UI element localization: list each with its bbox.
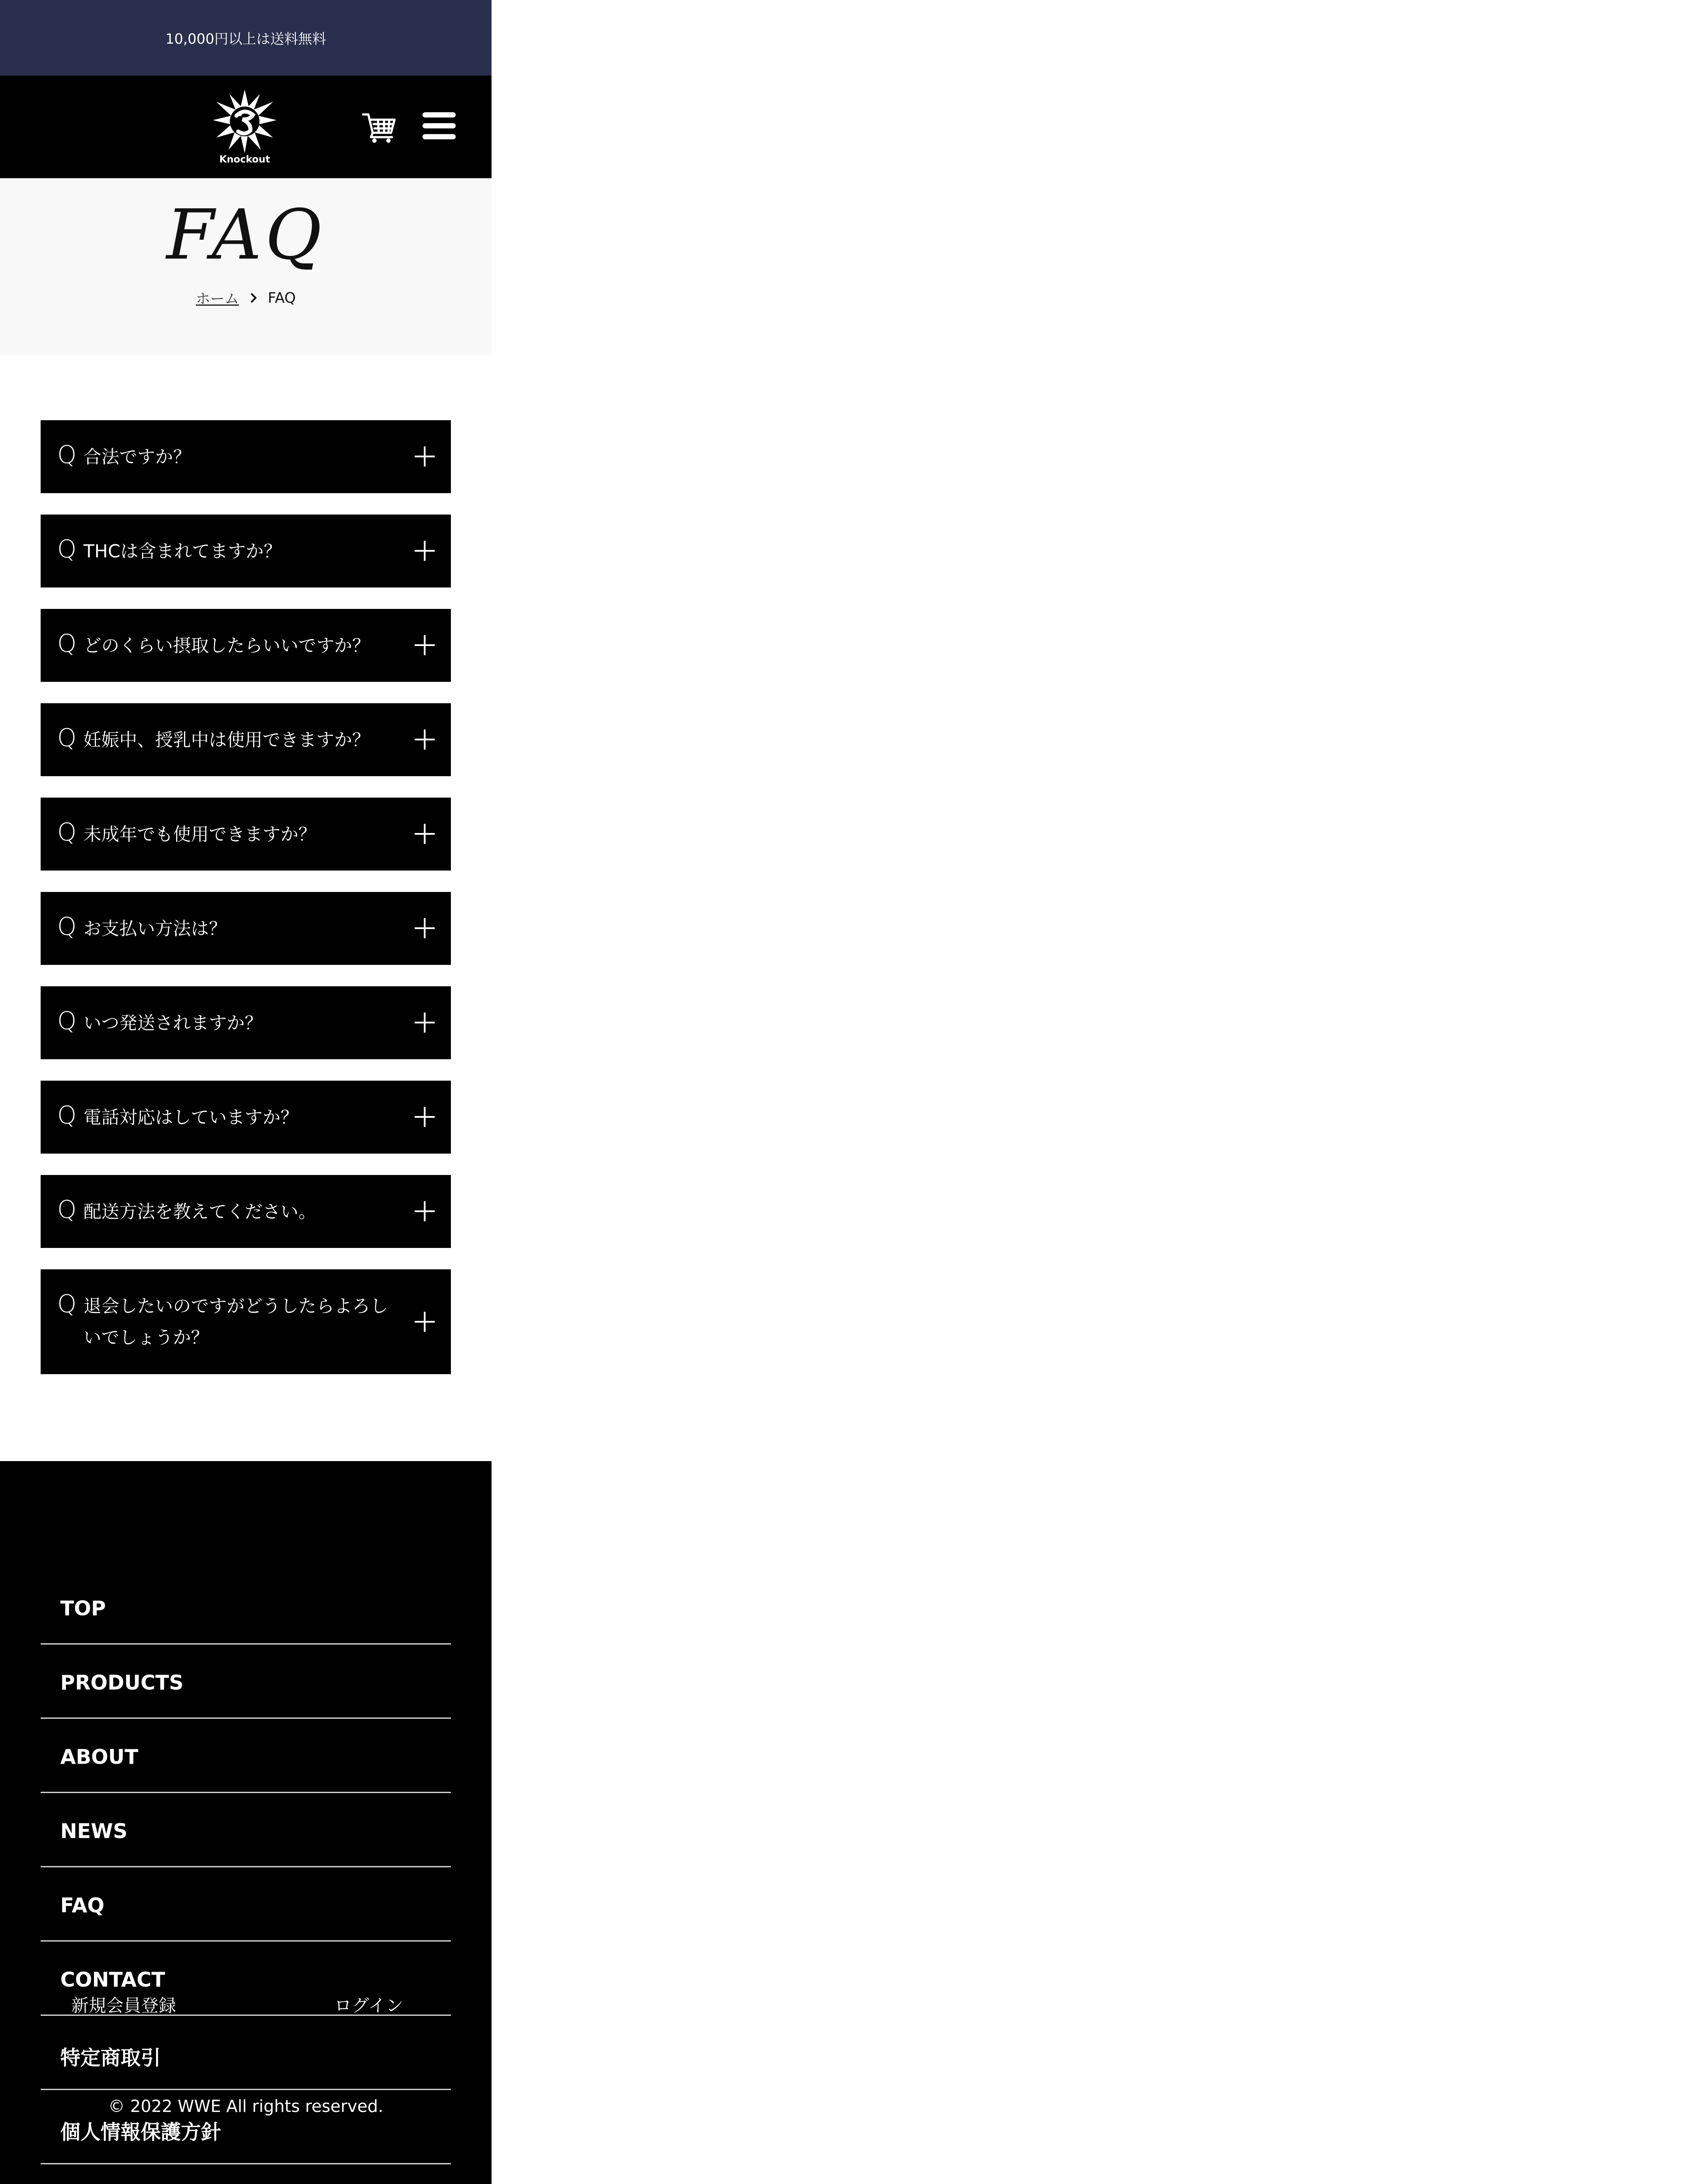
faq-question: お支払い方法は？: [83, 918, 227, 939]
plus-icon: [414, 634, 436, 656]
faq-question-line-1: 退会したいのですがどうしたらよろし: [83, 1296, 388, 1317]
plus-icon: [414, 1311, 436, 1333]
register-link[interactable]: 新規会員登録: [71, 1996, 176, 2016]
faq-question: 妊娠中、授乳中は使用できますか？: [83, 729, 370, 750]
footer-link-label: CONTACT: [60, 1968, 165, 1991]
faq-item[interactable]: [41, 420, 451, 493]
page-hero: [0, 178, 492, 356]
faq-item[interactable]: [41, 1269, 451, 1374]
faq-q-marker: Q: [57, 1196, 77, 1224]
faq-q-marker: Q: [57, 1007, 77, 1035]
faq-item[interactable]: [41, 703, 451, 776]
footer-link-faq[interactable]: [41, 1867, 451, 1942]
copyright: © 2022 WWE All rights reserved.: [108, 2097, 384, 2116]
page: [0, 0, 492, 2184]
knockout-logo-icon: [212, 89, 277, 154]
faq-q-marker: Q: [57, 441, 77, 469]
plus-icon: [414, 1012, 436, 1033]
login-link[interactable]: ログイン: [334, 1996, 403, 2016]
faq-item[interactable]: [41, 515, 451, 587]
faq-question: 電話対応はしていますか？: [83, 1107, 298, 1128]
faq-question: 未成年でも使用できますか？: [83, 824, 316, 845]
faq-question: 合法ですか？: [83, 446, 191, 467]
plus-icon: [414, 540, 436, 562]
faq-q-marker: Q: [57, 1290, 77, 1318]
faq-question: 配送方法を教えてください。: [83, 1201, 316, 1222]
footer-link-commerce-law[interactable]: [41, 2016, 451, 2090]
chevron-right-icon: [249, 291, 258, 304]
footer-link-top[interactable]: [41, 1570, 451, 1645]
footer-link-label: ABOUT: [60, 1745, 139, 1769]
footer-link-label: 特定商取引: [60, 2046, 161, 2070]
faq-item[interactable]: [41, 986, 451, 1059]
plus-icon: [414, 823, 436, 845]
cart-icon[interactable]: [360, 108, 397, 145]
footer-nav: [41, 1570, 451, 2164]
breadcrumb: [0, 287, 492, 308]
breadcrumb-home-link[interactable]: ホーム: [196, 290, 239, 307]
plus-icon: [414, 1106, 436, 1128]
breadcrumb-current: FAQ: [268, 289, 296, 306]
faq-question-line-2: いでしょうか？: [83, 1327, 209, 1348]
faq-q-marker: Q: [57, 724, 77, 752]
plus-icon: [414, 729, 436, 750]
plus-icon: [414, 446, 436, 467]
footer-link-products[interactable]: [41, 1645, 451, 1719]
faq-item[interactable]: [41, 798, 451, 871]
faq-question: いつ発送されますか？: [83, 1013, 263, 1033]
faq-item[interactable]: [41, 1081, 451, 1154]
faq-q-marker: Q: [57, 912, 77, 941]
faq-item[interactable]: [41, 609, 451, 682]
footer-link-news[interactable]: [41, 1793, 451, 1867]
faq-q-marker: Q: [57, 535, 77, 563]
site-logo[interactable]: [212, 89, 277, 167]
footer-link-label: NEWS: [60, 1819, 128, 1843]
faq-q-marker: Q: [57, 629, 77, 658]
footer-link-label: PRODUCTS: [60, 1671, 184, 1694]
footer-link-about[interactable]: [41, 1719, 451, 1793]
footer-link-label: FAQ: [60, 1894, 104, 1917]
plus-icon: [414, 1200, 436, 1222]
faq-question: どのくらい摂取したらいいですか？: [83, 635, 370, 656]
plus-icon: [414, 917, 436, 939]
faq-q-marker: Q: [57, 818, 77, 847]
footer-link-label: TOP: [60, 1597, 106, 1620]
faq-item[interactable]: [41, 1175, 451, 1248]
site-footer: [0, 1461, 492, 2184]
announcement-text: 10,000円以上は送料無料: [165, 30, 326, 47]
site-header: [0, 76, 492, 178]
logo-text: Knockout: [219, 154, 270, 165]
faq-q-marker: Q: [57, 1101, 77, 1130]
footer-link-label: 個人情報保護方針: [60, 2120, 221, 2144]
page-title: FAQ: [166, 195, 326, 275]
hamburger-menu-icon[interactable]: [422, 111, 457, 141]
faq-item[interactable]: [41, 892, 451, 965]
announcement-bar: [0, 0, 492, 76]
faq-question: THCは含まれてますか？: [83, 541, 282, 562]
